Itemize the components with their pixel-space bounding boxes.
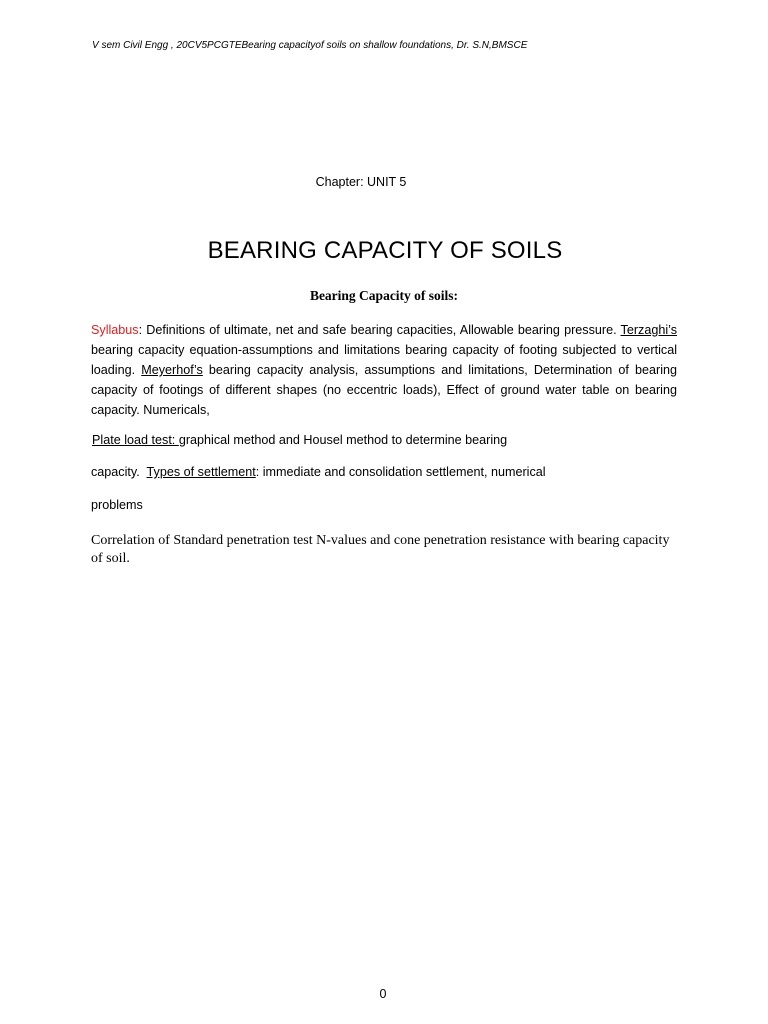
plate-load-text: graphical method and Housel method to determine bearing bbox=[178, 433, 508, 447]
syllabus-text-3: bearing capacity analysis, assumptions and limitations, Determination of bearing capacity of footings of different shapes (no eccentric loads), Effect of ground water table on bearing capacity. Numericals, bbox=[91, 363, 677, 417]
running-header: V sem Civil Engg , 20CV5PCGTEBearing capacityof soils on shallow foundations, Dr. S.N,BMSCE bbox=[92, 40, 528, 51]
settlement-text: : immediate and consolidation settlement, numerical bbox=[255, 465, 546, 479]
meyerhof-term: Meyerhof’s bbox=[141, 363, 203, 377]
syllabus-text-1: : Definitions of ultimate, net and safe bearing capacities, Allowable bearing pressure. bbox=[138, 323, 621, 337]
problems-line: problems bbox=[91, 498, 143, 512]
section-subtitle: Bearing Capacity of soils: bbox=[309, 288, 459, 303]
terzaghi-term: Terzaghi’s bbox=[620, 323, 677, 337]
syllabus-text-2: bearing capacity equation-assumptions and limitations bearing capacity of footing subjected to vertical loading. bbox=[91, 343, 677, 377]
plate-load-label: Plate load test: bbox=[92, 433, 179, 447]
page-title: BEARING CAPACITY OF SOILS bbox=[207, 237, 563, 264]
page-number: 0 bbox=[379, 987, 387, 1001]
syllabus-label: Syllabus bbox=[91, 323, 139, 337]
correlation-paragraph: Correlation of Standard penetration test N-values and cone penetration resistance with bearing capacity of soil. bbox=[91, 533, 670, 566]
settlement-prefix: capacity. bbox=[91, 465, 147, 479]
chapter-label: Chapter: UNIT 5 bbox=[315, 175, 407, 189]
settlement-line bbox=[91, 465, 691, 479]
plate-load-line bbox=[92, 433, 692, 447]
settlement-label: Types of settlement bbox=[146, 465, 256, 479]
syllabus-paragraph bbox=[91, 320, 677, 420]
